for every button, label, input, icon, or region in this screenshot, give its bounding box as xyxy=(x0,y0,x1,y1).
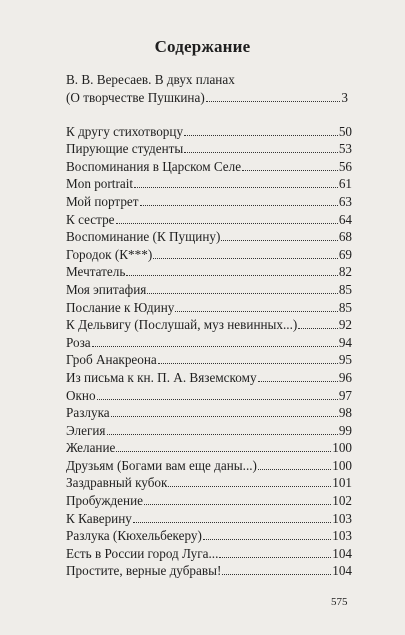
dot-leader xyxy=(222,574,331,575)
dot-leader xyxy=(133,522,331,523)
intro-page-number: 3 xyxy=(341,89,348,105)
toc-entry-title: Мой портрет xyxy=(66,193,139,209)
toc-entry-page: 98 xyxy=(338,405,352,421)
toc-entry xyxy=(66,474,352,492)
toc-entry-title: Желание xyxy=(66,440,116,456)
toc-entry-title: Из письма к кн. П. А. Вяземскому xyxy=(66,369,257,385)
toc-entry xyxy=(66,456,352,474)
toc-entry xyxy=(66,122,352,140)
dot-leader xyxy=(203,539,331,540)
toc-entry-page: 61 xyxy=(338,176,352,192)
toc-entry-page: 104 xyxy=(332,545,352,561)
intro-title-line2: (О творчестве Пушкина) xyxy=(66,89,205,105)
toc-entry-page: 103 xyxy=(332,528,352,544)
dot-leader xyxy=(242,170,338,171)
toc-entry-page: 68 xyxy=(338,229,352,245)
toc-entry xyxy=(66,351,352,369)
toc-entry xyxy=(66,157,352,175)
toc-entry-title: Воспоминание (К Пущину) xyxy=(66,229,221,245)
dot-leader xyxy=(97,399,338,400)
toc-entry-page: 92 xyxy=(338,317,352,333)
dot-leader xyxy=(175,311,337,312)
toc-entry xyxy=(66,245,352,263)
toc-entry-title: Окно xyxy=(66,387,96,403)
toc-entry-page: 56 xyxy=(338,158,352,174)
toc-entry-title: К Дельвигу (Послушай, муз невинных...) xyxy=(66,317,298,333)
toc-entry-page: 50 xyxy=(338,123,352,139)
dot-leader xyxy=(168,486,331,487)
toc-entry xyxy=(66,509,352,527)
toc-entry-title: Друзьям (Богами вам еще даны...) xyxy=(66,457,257,473)
toc-entry xyxy=(66,404,352,422)
toc-entry-title: Роза xyxy=(66,334,91,350)
toc-entry-page: 85 xyxy=(338,299,352,315)
toc-entry-title: Пирующие студенты xyxy=(66,141,184,157)
toc-entry xyxy=(66,263,352,281)
dot-leader xyxy=(298,328,338,329)
toc-entry-page: 82 xyxy=(338,264,352,280)
toc-entry-title: Моя эпитафия xyxy=(66,281,147,297)
dot-leader xyxy=(111,416,338,417)
toc-entry xyxy=(66,491,352,509)
dot-leader xyxy=(126,275,337,276)
dot-leader xyxy=(219,557,331,558)
toc-entry-title: Разлука xyxy=(66,405,110,421)
toc-entry-title: Воспоминания в Царском Селе xyxy=(66,158,242,174)
toc-entry-title: Мечтатель xyxy=(66,264,126,280)
toc-entry xyxy=(66,386,352,404)
dot-leader xyxy=(116,223,338,224)
dot-leader xyxy=(158,363,338,364)
dot-leader xyxy=(92,346,338,347)
dot-leader xyxy=(107,434,338,435)
toc-entry xyxy=(66,140,352,158)
toc-entry-page: 104 xyxy=(332,563,352,579)
toc-entry-title: Есть в России город Луга... xyxy=(66,545,219,561)
toc-entry-page: 95 xyxy=(338,352,352,368)
dot-leader xyxy=(258,469,331,470)
toc-entry xyxy=(66,368,352,386)
toc-entry xyxy=(66,175,352,193)
page-folio: 575 xyxy=(331,596,348,608)
toc-list xyxy=(66,122,352,579)
toc-entry xyxy=(66,333,352,351)
toc-entry-page: 64 xyxy=(338,211,352,227)
toc-entry-title: Заздравный кубок xyxy=(66,475,168,491)
toc-entry-title: Пробуждение xyxy=(66,493,143,509)
toc-entry-page: 101 xyxy=(332,475,352,491)
toc-entry-title: Гроб Анакреона xyxy=(66,352,157,368)
toc-entry-page: 85 xyxy=(338,281,352,297)
toc-entry-page: 99 xyxy=(338,422,352,438)
dot-leader xyxy=(184,152,338,153)
toc-entry xyxy=(66,527,352,545)
dot-leader xyxy=(147,293,337,294)
dot-leader xyxy=(116,451,331,452)
toc-entry xyxy=(66,544,352,562)
toc-entry-page: 100 xyxy=(332,440,352,456)
dot-leader xyxy=(134,187,338,188)
dot-leader xyxy=(144,504,331,505)
toc-entry xyxy=(66,192,352,210)
toc-entry-title: К сестре xyxy=(66,211,115,227)
toc-entry-page: 53 xyxy=(338,141,352,157)
intro-title-line2-row xyxy=(66,88,348,106)
dot-leader xyxy=(153,258,338,259)
dot-leader xyxy=(184,135,338,136)
toc-entry-page: 103 xyxy=(332,510,352,526)
toc-entry-page: 63 xyxy=(338,193,352,209)
toc-entry xyxy=(66,210,352,228)
toc-entry-title: Городок (К***) xyxy=(66,246,153,262)
dot-leader xyxy=(140,205,338,206)
toc-entry-title: Послание к Юдину xyxy=(66,299,175,315)
toc-entry-page: 102 xyxy=(332,493,352,509)
dot-leader xyxy=(206,101,341,102)
toc-entry-page: 94 xyxy=(338,334,352,350)
toc-entry-title: Разлука (Кюхельбекеру) xyxy=(66,528,202,544)
toc-entry-title: Элегия xyxy=(66,422,106,438)
toc-entry xyxy=(66,298,352,316)
intro-title-line1: В. В. Вересаев. В двух планах xyxy=(66,72,235,87)
toc-entry xyxy=(66,562,352,580)
toc-entry-title: Mon portrait xyxy=(66,176,134,192)
toc-entry xyxy=(66,421,352,439)
page-title: Содержание xyxy=(154,37,251,56)
toc-entry-page: 69 xyxy=(338,246,352,262)
dot-leader xyxy=(258,381,338,382)
toc-entry xyxy=(66,439,352,457)
intro-entry xyxy=(66,71,348,106)
toc-entry-title: К другу стихотворцу xyxy=(66,123,184,139)
toc-entry-title: Простите, верные дубравы! xyxy=(66,563,222,579)
toc-entry-page: 96 xyxy=(338,369,352,385)
toc-entry xyxy=(66,316,352,334)
toc-entry xyxy=(66,280,352,298)
toc-entry xyxy=(66,228,352,246)
dot-leader xyxy=(221,240,337,241)
toc-entry-page: 97 xyxy=(338,387,352,403)
toc-entry-page: 100 xyxy=(332,457,352,473)
toc-entry-title: К Каверину xyxy=(66,510,132,526)
